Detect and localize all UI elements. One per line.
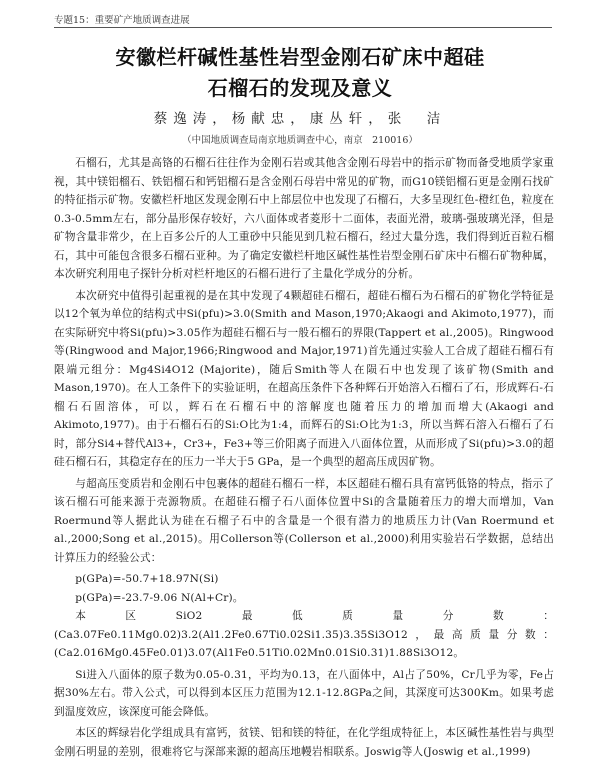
paragraph-4: 本区SiO2最低质量分数：(Ca3.07Fe0.11Mg0.02)3.2(Al1.2Fe0.67Ti0.02Si1.35)3.35Si3O12，最高质量分数：(Ca2.016Mg0.45Fe0.01)3.07(Al1Fe0.51Ti0.02Mn0.01Si0.31)1.88Si3O12。 bbox=[54, 610, 554, 659]
formula-2: p(GPa)=-23.7-9.06 N(Al+Cr)。 bbox=[75, 591, 244, 604]
paragraph-6: 本区的辉绿岩化学组成具有富钙，贫镁、铝和镁的特征，在化学组成特征上，本区碱性基性岩与典型金刚石明显的差别，很难将它与深部来源的超高压地幔岩相联系。Joswig等人(Joswig et al.,1999) bbox=[54, 727, 554, 758]
paragraph-3: 与超高压变质岩和金刚石中包裹体的超硅石榴石一样，本区超硅石榴石具有富钙低铬的特点，指示了该石榴石可能来源于壳源物质。在超硅石榴子石八面体位置中Si的含量随着压力的增大而增加，Van Roermund等人据此认为硅在石榴子石中的含量是一个很有潜力的地质压力计(Van Roermund et al.,2000;Song et al.,2015)。用Collerson等(Collerson et al.,2000)利用实验岩石学数据，总结出计算压力的经验公式： bbox=[54, 477, 554, 564]
title-line-1: 安徽栏杆碱性基性岩型金刚石矿床中超硅 bbox=[115, 45, 485, 69]
header-divider bbox=[54, 27, 552, 28]
paragraph-2: 本次研究中值得引起重视的是在其中发现了4颗超硅石榴石，超硅石榴石为石榴石的矿物化学特征是以12个氧为单位的结构式中Si(pfu)>3.0(Smith and Mason,1970;Akaogi and Akimoto,1977)，而在实际研究中将Si(pfu)>3.05作为超硅石榴石与一般石榴石的界限(Tappert et al.,2005)。Ringwood等(Ringwood and Major,1966;Ringwood and Major,1971)首先通过实验人工合成了超硅石榴石有限端元组分：Mg4Si4O12 (Majorite)，随后Smith等人在陨石中也发现了该矿物(Smith and Mason,1970)。在人工条件下的实验证明，在超高压条件下各种辉石开始溶入石榴石了石，形成辉石-石榴石石固溶体，可以，辉石在石榴石中的溶解度也随着压力的增加而增大(Akaogi and Akimoto,1977)。由于石榴石石的Si:O比为1:4，而辉石的Si:O比为1:3，所以当辉石溶入石榴石了石时，部分Si4+替代Al3+，Cr3+，Fe3+等三价阳离子而进入八面体位置，从而形成了Si(pfu)>3.0的超硅石榴石石，其稳定存在的压力一半大于5 GPa，是一个典型的超高压成因矿物。 bbox=[54, 289, 554, 468]
affiliation: （中国地质调查局南京地质调查中心，南京 210016） bbox=[182, 135, 418, 146]
title-line-2: 石榴石的发现及意义 bbox=[207, 76, 393, 100]
article-body bbox=[54, 154, 554, 764]
paragraph-5: Si进入八面体的原子数为0.05-0.31，平均为0.13，在八面体中，Al占了50%，Cr几乎为零，Fe占据30%左右。带入公式，可以得到本区压力范围为12.1-12.8GPa之间，其深度可达300Km。如果考虑到温度效应，该深度可能会降低。 bbox=[54, 668, 554, 718]
paragraph-1: 石榴石，尤其是高铬的石榴石往往作为金刚石岩或其他含金刚石母岩中的指示矿物而备受地质学家重视，其中镁铝榴石、铁铝榴石和钙铝榴石是含金刚石母岩中常见的矿物，而G10镁铝榴石更是金刚石找矿的特征指示矿物。安徽栏杆地区发现金刚石中上部层位中也发现了石榴石，大多呈现红色-橙红色，粒度在0.3-0.5mm左右，部分晶形保存较好，六八面体或者菱形十二面体，表面光滑，玻璃-强玻璃光泽，但是矿物含量非常少，在上百多公斤的人工重砂中只能见到几粒石榴石，经过大量分选，我们得到近百粒石榴石，其中可能包含很多石榴石亚种。为了确定安徽栏杆地区碱性基性岩型金刚石矿床中石榴石矿物种属，本次研究利用电子探针分析对栏杆地区的石榴石进行了主量化学成分的分析。 bbox=[54, 157, 554, 280]
authors: 蔡逸涛，杨献忠，康丛轩，张 洁 bbox=[153, 111, 447, 127]
formula-1: p(GPa)=-50.7+18.97N(Si) bbox=[75, 573, 219, 585]
running-header: 专题15：重要矿产地质调查进展 bbox=[54, 15, 190, 26]
